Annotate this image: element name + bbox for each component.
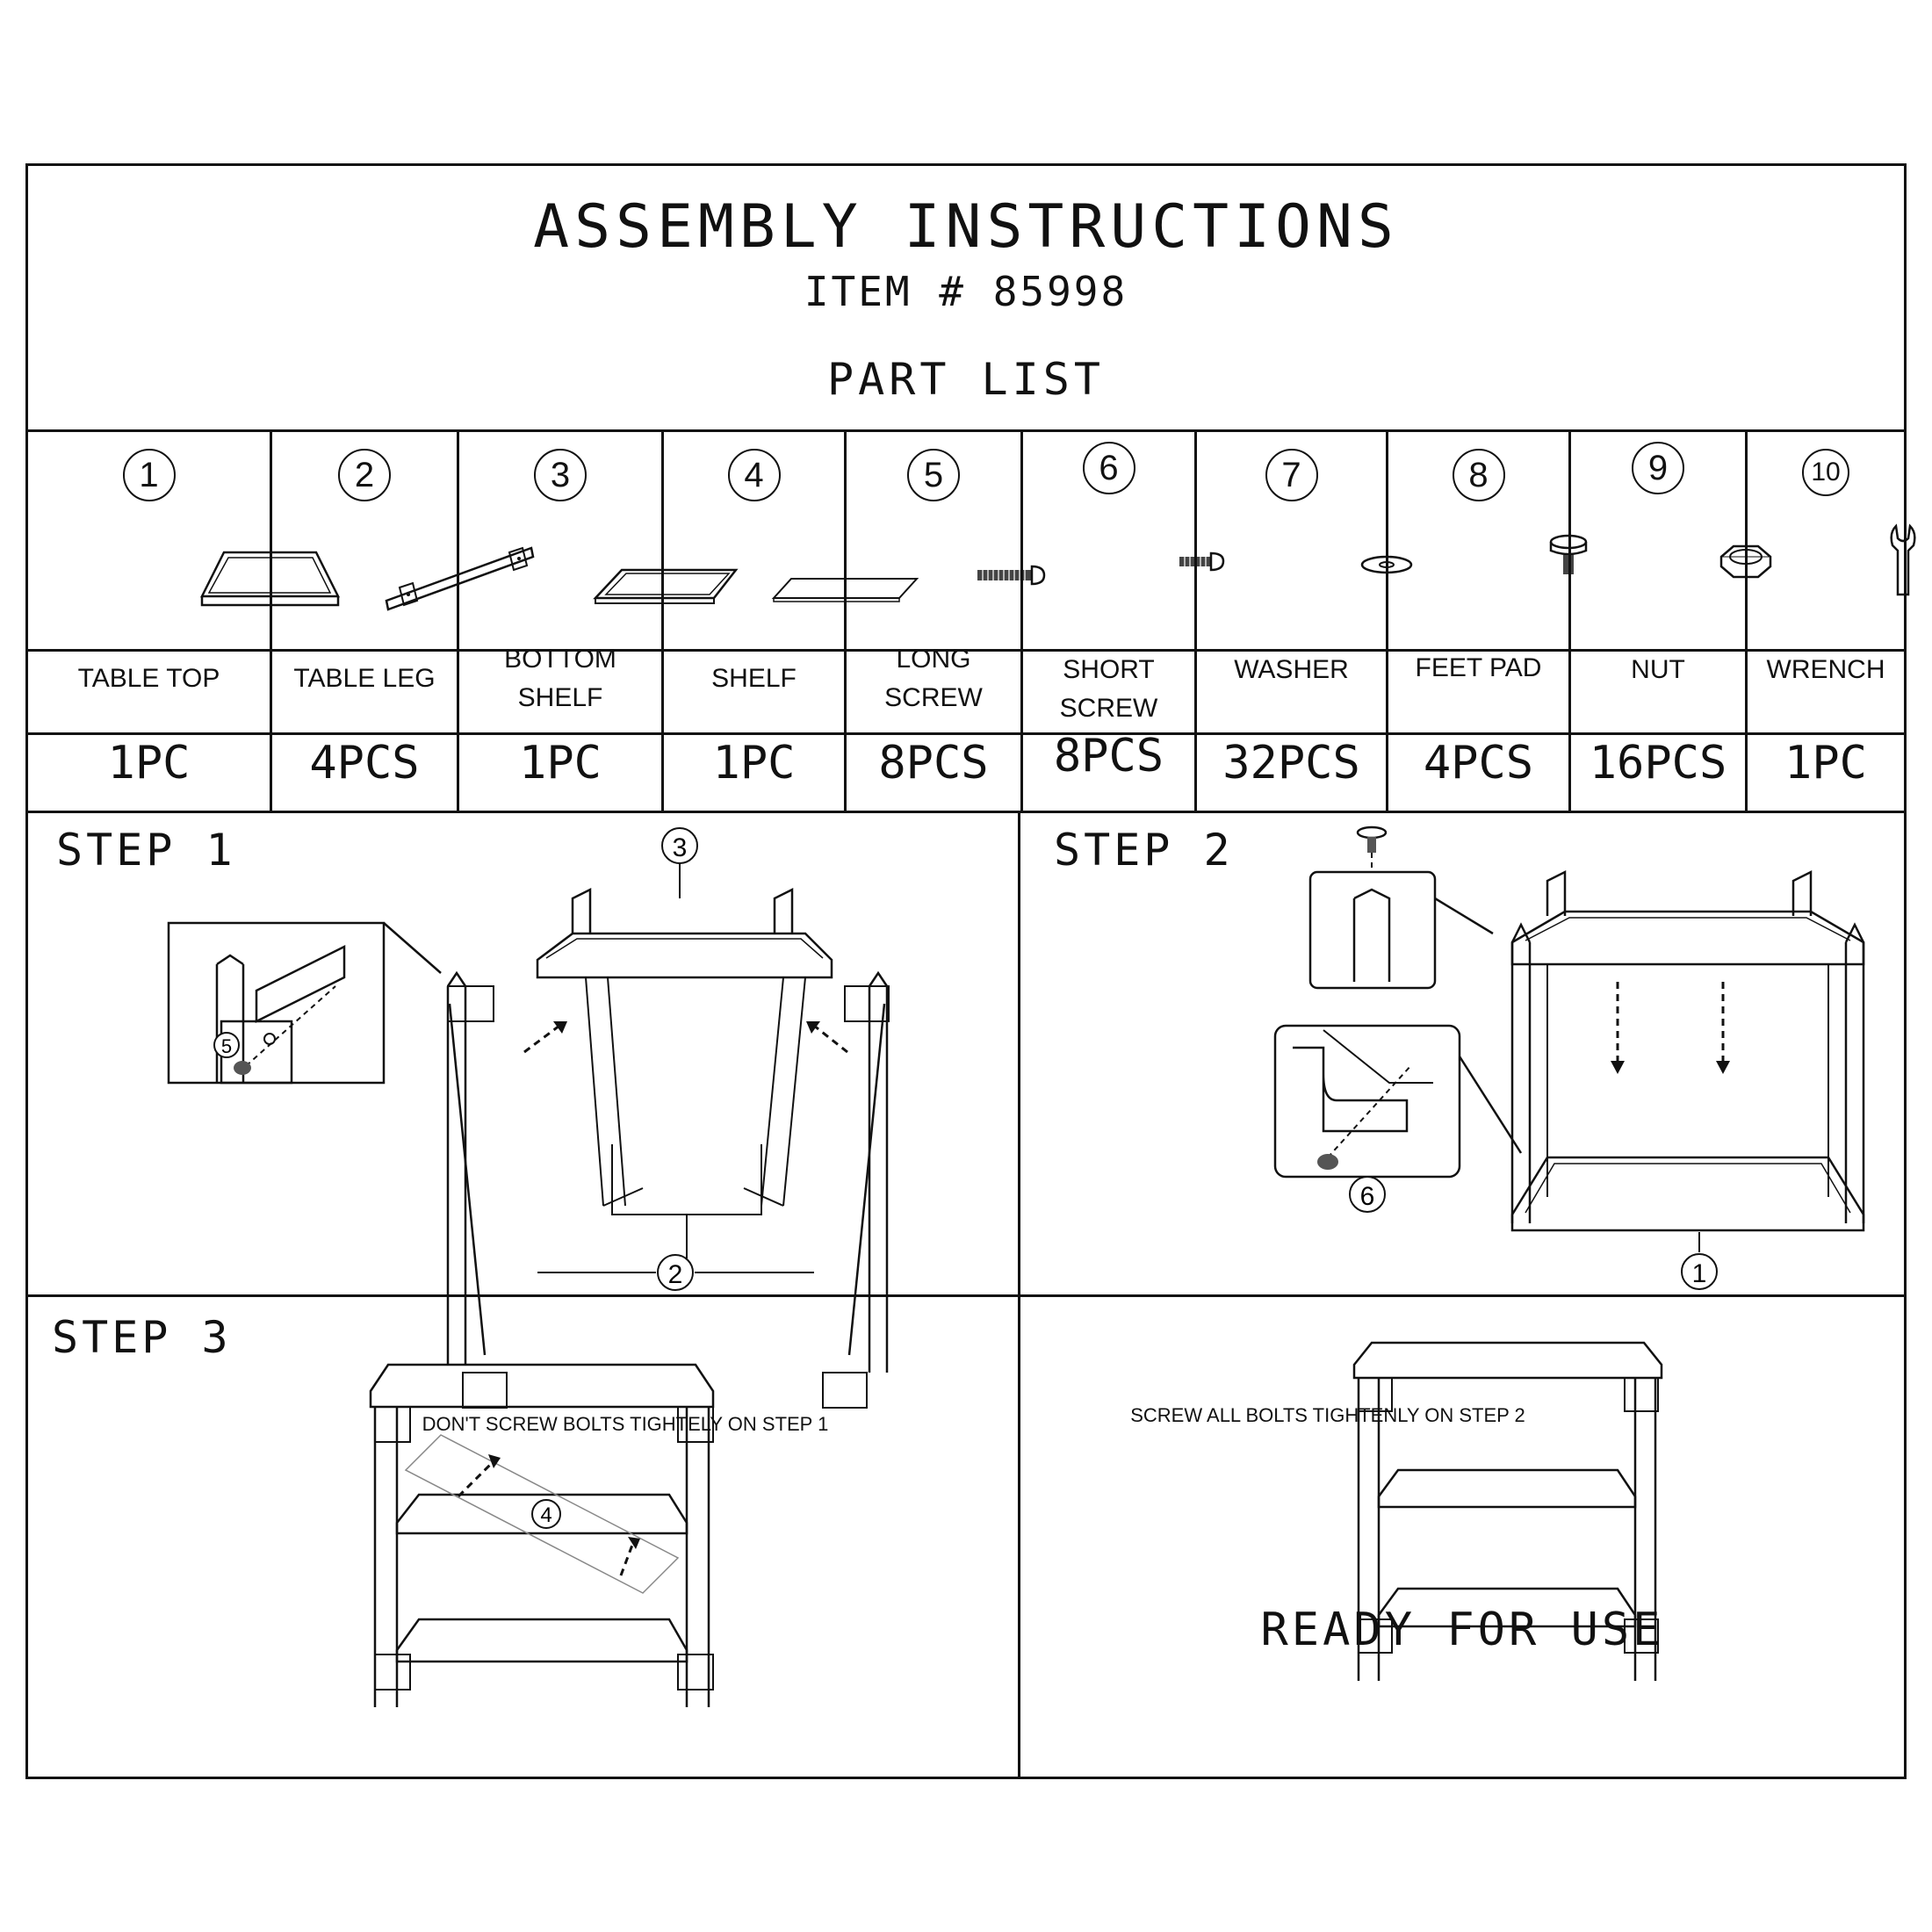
part-cell-table-top [28,429,270,811]
wrench-icon [1748,517,1904,631]
part-cell-nut [1571,429,1745,811]
part-number: 8 [1453,449,1505,501]
part-number: 2 [338,449,391,501]
part-qty: 1PC [519,737,602,789]
part-number: 9 [1632,442,1684,494]
part-number: 1 [123,449,176,501]
washer-icon [1197,517,1386,631]
bottom-shelf-icon [459,517,661,631]
part-number: 6 [1083,442,1135,494]
part-qty: 16PCS [1589,737,1727,789]
part-list-title: PART LIST [827,354,1105,405]
finished-table-diagram [1020,1294,1904,1777]
part-qty: 8PCS [1053,730,1164,782]
long-screw-icon [847,517,1020,631]
part-number: 3 [534,449,587,501]
step-3-diagram [28,1294,1018,1777]
table-leg-icon [272,517,457,631]
part-qty: 4PCS [309,737,420,789]
part-cell-washer [1197,429,1386,811]
item-number: ITEM # 85998 [804,268,1128,315]
part-name: WASHER [1234,655,1349,684]
part-cell-long-screw [847,429,1020,811]
instruction-sheet [25,163,1907,1779]
part-cell-shelf [664,429,844,811]
callout-1: 1 [1691,1259,1707,1288]
callout-2: 2 [667,1260,683,1289]
part-cell-table-leg [272,429,457,811]
part-cell-short-screw [1023,429,1194,811]
step-1-diagram [28,811,1018,1294]
step-1-label: STEP 1 [56,825,236,876]
part-name: BOTTOM SHELF [504,645,616,712]
part-qty: 1PC [1784,737,1867,789]
part-name: TABLE TOP [77,664,220,693]
part-number: 7 [1265,449,1318,501]
part-name: SHELF [711,664,797,693]
callout-3: 3 [672,833,688,862]
part-qty: 1PC [107,737,191,789]
part-number: 10 [1802,449,1849,496]
step-2-label: STEP 2 [1054,825,1234,876]
callout-6: 6 [1359,1182,1375,1211]
table-top-icon [28,517,270,631]
part-name: NUT [1631,655,1685,684]
ready-for-use-label: READY FOR USE [1260,1604,1664,1656]
part-cell-wrench [1748,429,1904,811]
part-name: WRENCH [1766,655,1885,684]
part-number: 4 [728,449,781,501]
step-2-diagram [1020,811,1904,1294]
part-name: TABLE LEG [293,664,436,693]
callout-5: 5 [220,1035,233,1057]
part-cell-feet-pad [1388,429,1568,811]
feet-pad-icon [1388,517,1568,631]
part-name: FEET PAD [1415,653,1542,682]
part-name: SHORT SCREW [1059,655,1158,723]
part-qty: 1PC [712,737,796,789]
part-qty: 32PCS [1222,737,1360,789]
part-qty: 4PCS [1423,737,1534,789]
part-name: LONG SCREW [884,645,983,712]
step-2-note: SCREW ALL BOLTS TIGHTENLY ON STEP 2 [1130,1404,1525,1426]
callout-4: 4 [540,1503,552,1527]
part-number: 5 [907,449,960,501]
short-screw-icon [1023,517,1194,631]
step-3-label: STEP 3 [52,1312,232,1363]
nut-icon [1571,517,1745,631]
part-qty: 8PCS [878,737,989,789]
part-cell-bottom-shelf [459,429,661,811]
step-1-note: DON'T SCREW BOLTS TIGHTELY ON STEP 1 [422,1413,829,1435]
shelf-icon [664,517,844,631]
page-title: ASSEMBLY INSTRUCTIONS [533,192,1399,262]
